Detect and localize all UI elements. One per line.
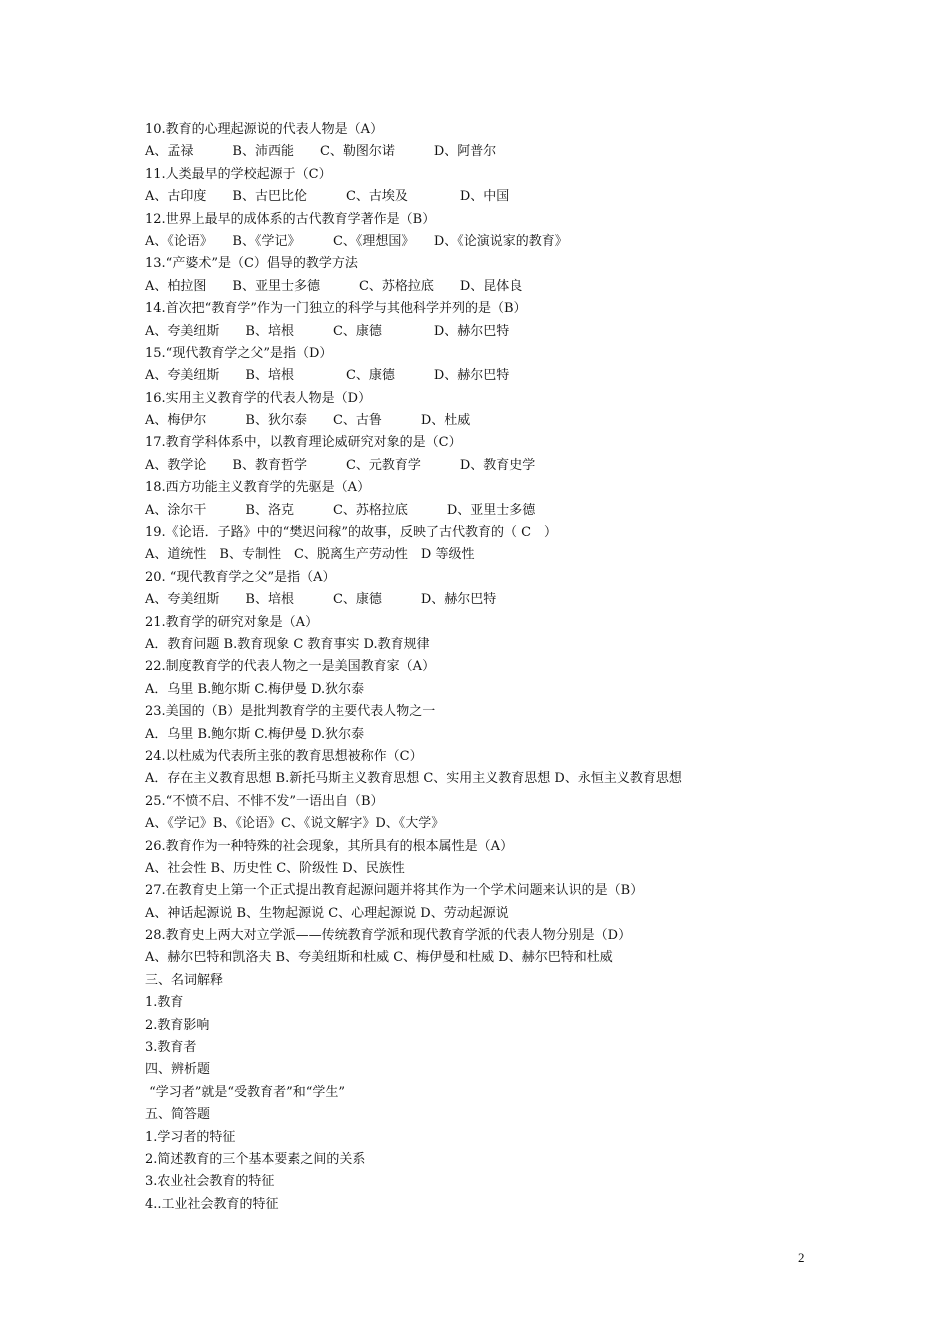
text-line: 20. “现代教育学之父”是指（A） [145,569,336,585]
text-line: 4..工业社会教育的特征 [145,1196,279,1212]
text-line: 3.农业社会教育的特征 [145,1174,275,1190]
text-line: 10.教育的心理起源说的代表人物是（A） [145,122,384,137]
text-line: A、古印度 B、古巴比伦 C、古埃及 D、中国 [145,189,510,205]
text-line: 四、辨析题 [145,1062,211,1078]
text-line: 五、简答题 [145,1107,211,1123]
document-body [145,119,865,1216]
text-line: 26.教育作为一种特殊的社会现象，其所具有的根本属性是（A） [145,838,514,854]
text-line: A、夸美纽斯 B、培根 C、康德 D、赫尔巴特 [145,592,497,608]
text-line: 21.教育学的研究对象是（A） [145,614,319,630]
page-number: 2 [798,1250,805,1265]
text-line: 15.“现代教育学之父”是指（D） [145,345,333,361]
text-line: 13.“产婆术”是（C）倡导的教学方法 [145,256,358,272]
text-line: A．乌里 B.鲍尔斯 C.梅伊曼 D.狄尔泰 [145,681,365,697]
text-line: 2.教育影响 [145,1017,210,1033]
text-line: 19.《论语．子路》中的“樊迟问稼”的故事，反映了古代教育的（ C ） [145,525,558,541]
text-line: A、涂尔干 B、洛克 C、苏格拉底 D、亚里士多德 [145,502,536,518]
text-line: 24.以杜威为代表所主张的教育思想被称作（C） [145,748,423,764]
text-line: A、赫尔巴特和凯洛夫 B、夸美纽斯和杜威 C、梅伊曼和杜威 D、赫尔巴特和杜威 [145,950,613,966]
text-line: 18.西方功能主义教育学的先驱是（A） [145,480,371,496]
text-line: A．教育问题 B.教育现象 C 教育事实 D.教育规律 [145,636,430,652]
text-line: 25.“不愤不启、不悱不发”一语出自（B） [145,793,384,809]
text-line: 12.世界上最早的成体系的古代教育学著作是（B） [145,211,436,227]
text-line: A、道统性 B、专制性 C、脱离生产劳动性 D 等级性 [145,547,475,563]
text-line: “学习者”就是“受教育者”和“学生” [145,1084,346,1100]
text-line: 3.教育者 [145,1040,197,1056]
text-line: A、梅伊尔 B、狄尔泰 C、古鲁 D、杜威 [145,413,471,429]
text-line: 三、名词解释 [145,972,224,988]
text-line: 2.简述教育的三个基本要素之间的关系 [145,1151,366,1167]
text-line: 27.在教育史上第一个正式提出教育起源问题并将其作为一个学术问题来认识的是（B） [145,883,644,899]
text-line: 1.学习者的特征 [145,1129,236,1145]
text-line: 22.制度教育学的代表人物之一是美国教育家（A） [145,659,436,675]
text-line: A、夸美纽斯 B、培根 C、康德 D、赫尔巴特 [145,323,510,339]
text-line: 16.实用主义教育学的代表人物是（D） [145,390,372,406]
text-line: A．乌里 B.鲍尔斯 C.梅伊曼 D.狄尔泰 [145,726,365,742]
text-line: 23.美国的（B）是批判教育学的主要代表人物之一 [145,704,436,720]
text-line: A．存在主义教育思想 B.新托马斯主义教育思想 C、实用主义教育思想 D、永恒主义教育思想 [145,771,682,787]
text-line: 14.首次把“教育学”作为一门独立的科学与其他科学并列的是（B） [145,301,527,317]
text-line: A、柏拉图 B、亚里士多德 C、苏格拉底 D、昆体良 [145,278,523,294]
text-line: A、神话起源说 B、生物起源说 C、心理起源说 D、劳动起源说 [145,905,509,921]
text-line: A、夸美纽斯 B、培根 C、康德 D、赫尔巴特 [145,368,510,384]
text-line: 11.人类最早的学校起源于（C） [145,166,332,182]
text-line: 1.教育 [145,995,184,1011]
text-line: A、教学论 B、教育哲学 C、元教育学 D、教育史学 [145,457,536,473]
text-line: A、社会性 B、历史性 C、阶级性 D、民族性 [145,860,405,876]
text-line: A、《学记》B、《论语》C、《说文解字》D、《大学》 [145,816,445,832]
text-line: A、《论语》 B、《学记》 C、《理想国》 D、《论演说家的教育》 [145,233,568,249]
text-line: 28.教育史上两大对立学派——传统教育学派和现代教育学派的代表人物分别是（D） [145,928,632,944]
text-line: 17.教育学科体系中，以教育理论威研究对象的是（C） [145,435,462,451]
text-line: A、孟禄 B、沛西能 C、勒图尔诺 D、阿普尔 [145,144,497,160]
